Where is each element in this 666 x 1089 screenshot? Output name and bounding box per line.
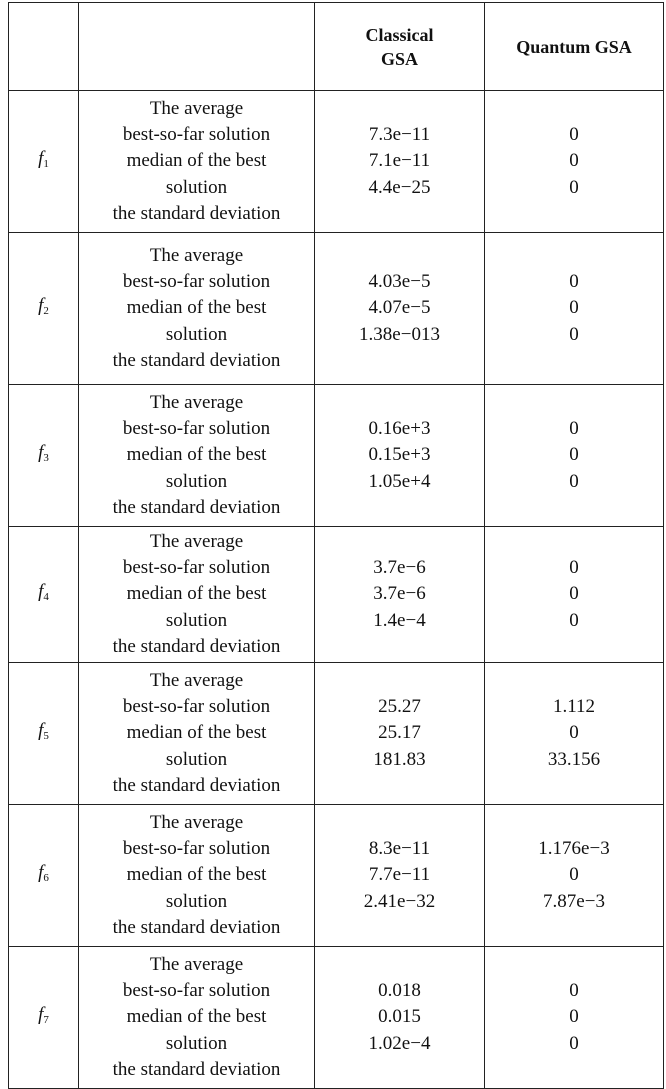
metric-label-line: The average — [149, 811, 244, 833]
metric-label-line: The average — [149, 953, 244, 975]
function-name — [9, 947, 79, 1089]
metric-label-line: best-so-far solution — [122, 557, 271, 579]
function-name — [9, 91, 79, 233]
table-row — [9, 91, 664, 233]
metric-label-line: median of the best — [126, 150, 267, 172]
quantum-value: 0 — [569, 583, 579, 605]
metric-label-line: solution — [165, 323, 228, 345]
quantum-value: 0 — [569, 470, 579, 492]
classical-value: 7.1e−11 — [368, 150, 431, 172]
quantum-values — [485, 805, 664, 947]
classical-value: 4.03e−5 — [368, 271, 431, 293]
metric-label-line: the standard deviation — [112, 916, 281, 938]
metric-label-line: The average — [149, 97, 244, 119]
table-row — [9, 663, 664, 805]
quantum-values — [485, 947, 664, 1089]
quantum-value: 0 — [569, 722, 579, 744]
header-function — [9, 3, 79, 91]
metric-label-line: The average — [149, 391, 244, 413]
function-index: 1 — [43, 157, 49, 170]
quantum-value: 0 — [569, 1006, 579, 1028]
quantum-value: 0 — [569, 297, 579, 319]
function-index: 3 — [43, 451, 49, 464]
classical-value: 0.018 — [378, 980, 421, 1002]
classical-values — [315, 91, 485, 233]
quantum-value: 0 — [569, 609, 579, 631]
quantum-values — [485, 233, 664, 385]
quantum-value: 0 — [569, 150, 579, 172]
classical-value: 2.41e−32 — [363, 890, 436, 912]
quantum-values — [485, 663, 664, 805]
metric-label-line: solution — [165, 176, 228, 198]
classical-value: 7.3e−11 — [368, 124, 431, 146]
quantum-value: 0 — [569, 864, 579, 886]
quantum-value: 0 — [569, 124, 579, 146]
metric-label-line: The average — [149, 530, 244, 552]
metric-label-line: the standard deviation — [112, 496, 281, 518]
quantum-value: 0 — [569, 418, 579, 440]
classical-values — [315, 233, 485, 385]
quantum-value: 7.87e−3 — [543, 890, 605, 912]
function-index: 5 — [43, 729, 49, 742]
classical-values — [315, 385, 485, 527]
function-name — [9, 527, 79, 663]
classical-values — [315, 527, 485, 663]
quantum-values — [485, 91, 664, 233]
classical-value: 7.7e−11 — [368, 864, 431, 886]
header-row — [9, 3, 664, 91]
classical-value: 1.05e+4 — [368, 470, 431, 492]
metric-labels — [79, 527, 315, 663]
quantum-value: 0 — [569, 271, 579, 293]
table-row — [9, 527, 664, 663]
metric-label-line: the standard deviation — [112, 635, 281, 657]
classical-values — [315, 663, 485, 805]
metric-label-line: the standard deviation — [112, 774, 281, 796]
quantum-value: 1.112 — [552, 696, 596, 718]
quantum-value: 0 — [569, 444, 579, 466]
classical-value: 0.15e+3 — [368, 444, 431, 466]
metric-label-line: best-so-far solution — [122, 980, 271, 1002]
classical-value: 25.17 — [378, 722, 421, 744]
classical-value: 3.7e−6 — [373, 583, 426, 605]
quantum-values — [485, 385, 664, 527]
function-letter: f — [38, 719, 44, 741]
function-name — [9, 663, 79, 805]
quantum-value: 1.176e−3 — [538, 838, 610, 860]
function-name — [9, 385, 79, 527]
quantum-value: 33.156 — [547, 748, 601, 770]
metric-label-line: the standard deviation — [112, 349, 281, 371]
function-index: 4 — [43, 590, 49, 603]
classical-value: 0.015 — [378, 1006, 421, 1028]
quantum-values — [485, 527, 664, 663]
metric-labels — [79, 91, 315, 233]
metric-label-line: median of the best — [126, 1006, 267, 1028]
metric-labels — [79, 385, 315, 527]
classical-value: 3.7e−6 — [373, 557, 426, 579]
header-classical-line1: Classical — [365, 24, 434, 45]
quantum-value: 0 — [569, 557, 579, 579]
metric-label-line: The average — [149, 244, 244, 266]
metric-label-line: best-so-far solution — [122, 124, 271, 146]
classical-value: 8.3e−11 — [368, 838, 431, 860]
function-letter: f — [38, 1003, 44, 1025]
header-classical-line2: GSA — [380, 48, 418, 69]
metric-labels — [79, 947, 315, 1089]
metric-label-line: median of the best — [126, 864, 267, 886]
metric-label-line: The average — [149, 669, 244, 691]
metric-label-line: median of the best — [126, 583, 267, 605]
quantum-value: 0 — [569, 1032, 579, 1054]
metric-label-line: solution — [165, 609, 228, 631]
table-row — [9, 947, 664, 1089]
classical-value: 0.16e+3 — [368, 418, 431, 440]
classical-value: 181.83 — [373, 748, 426, 770]
function-index: 7 — [43, 1013, 49, 1026]
function-name — [9, 805, 79, 947]
table-row — [9, 233, 664, 385]
metric-label-line: best-so-far solution — [122, 271, 271, 293]
function-letter: f — [38, 294, 44, 316]
function-index: 6 — [43, 871, 49, 884]
table-row — [9, 385, 664, 527]
function-letter: f — [38, 861, 44, 883]
metric-labels — [79, 805, 315, 947]
quantum-value: 0 — [569, 323, 579, 345]
function-index: 2 — [43, 304, 49, 317]
table-row — [9, 805, 664, 947]
classical-values — [315, 947, 485, 1089]
header-classical — [315, 3, 485, 91]
metric-label-line: median of the best — [126, 444, 267, 466]
classical-value: 25.27 — [378, 696, 421, 718]
metric-label-line: solution — [165, 1032, 228, 1054]
header-metric — [79, 3, 315, 91]
quantum-value: 0 — [569, 980, 579, 1002]
results-table — [8, 2, 664, 1089]
function-name — [9, 233, 79, 385]
metric-label-line: best-so-far solution — [122, 418, 271, 440]
classical-value: 4.07e−5 — [368, 297, 431, 319]
metric-label-line: median of the best — [126, 722, 267, 744]
classical-value: 1.02e−4 — [368, 1032, 431, 1054]
metric-label-line: the standard deviation — [112, 202, 281, 224]
metric-label-line: solution — [165, 890, 228, 912]
header-quantum: Quantum GSA — [485, 3, 664, 91]
classical-value: 1.4e−4 — [373, 609, 426, 631]
metric-label-line: median of the best — [126, 297, 267, 319]
function-letter: f — [38, 147, 44, 169]
classical-values — [315, 805, 485, 947]
metric-labels — [79, 233, 315, 385]
metric-label-line: the standard deviation — [112, 1058, 281, 1080]
metric-label-line: solution — [165, 748, 228, 770]
classical-value: 1.38e−013 — [359, 323, 440, 345]
metric-label-line: best-so-far solution — [122, 838, 271, 860]
quantum-value: 0 — [569, 176, 579, 198]
function-letter: f — [38, 441, 44, 463]
function-letter: f — [38, 580, 44, 602]
metric-labels — [79, 663, 315, 805]
classical-value: 4.4e−25 — [368, 176, 431, 198]
metric-label-line: best-so-far solution — [122, 696, 271, 718]
metric-label-line: solution — [165, 470, 228, 492]
